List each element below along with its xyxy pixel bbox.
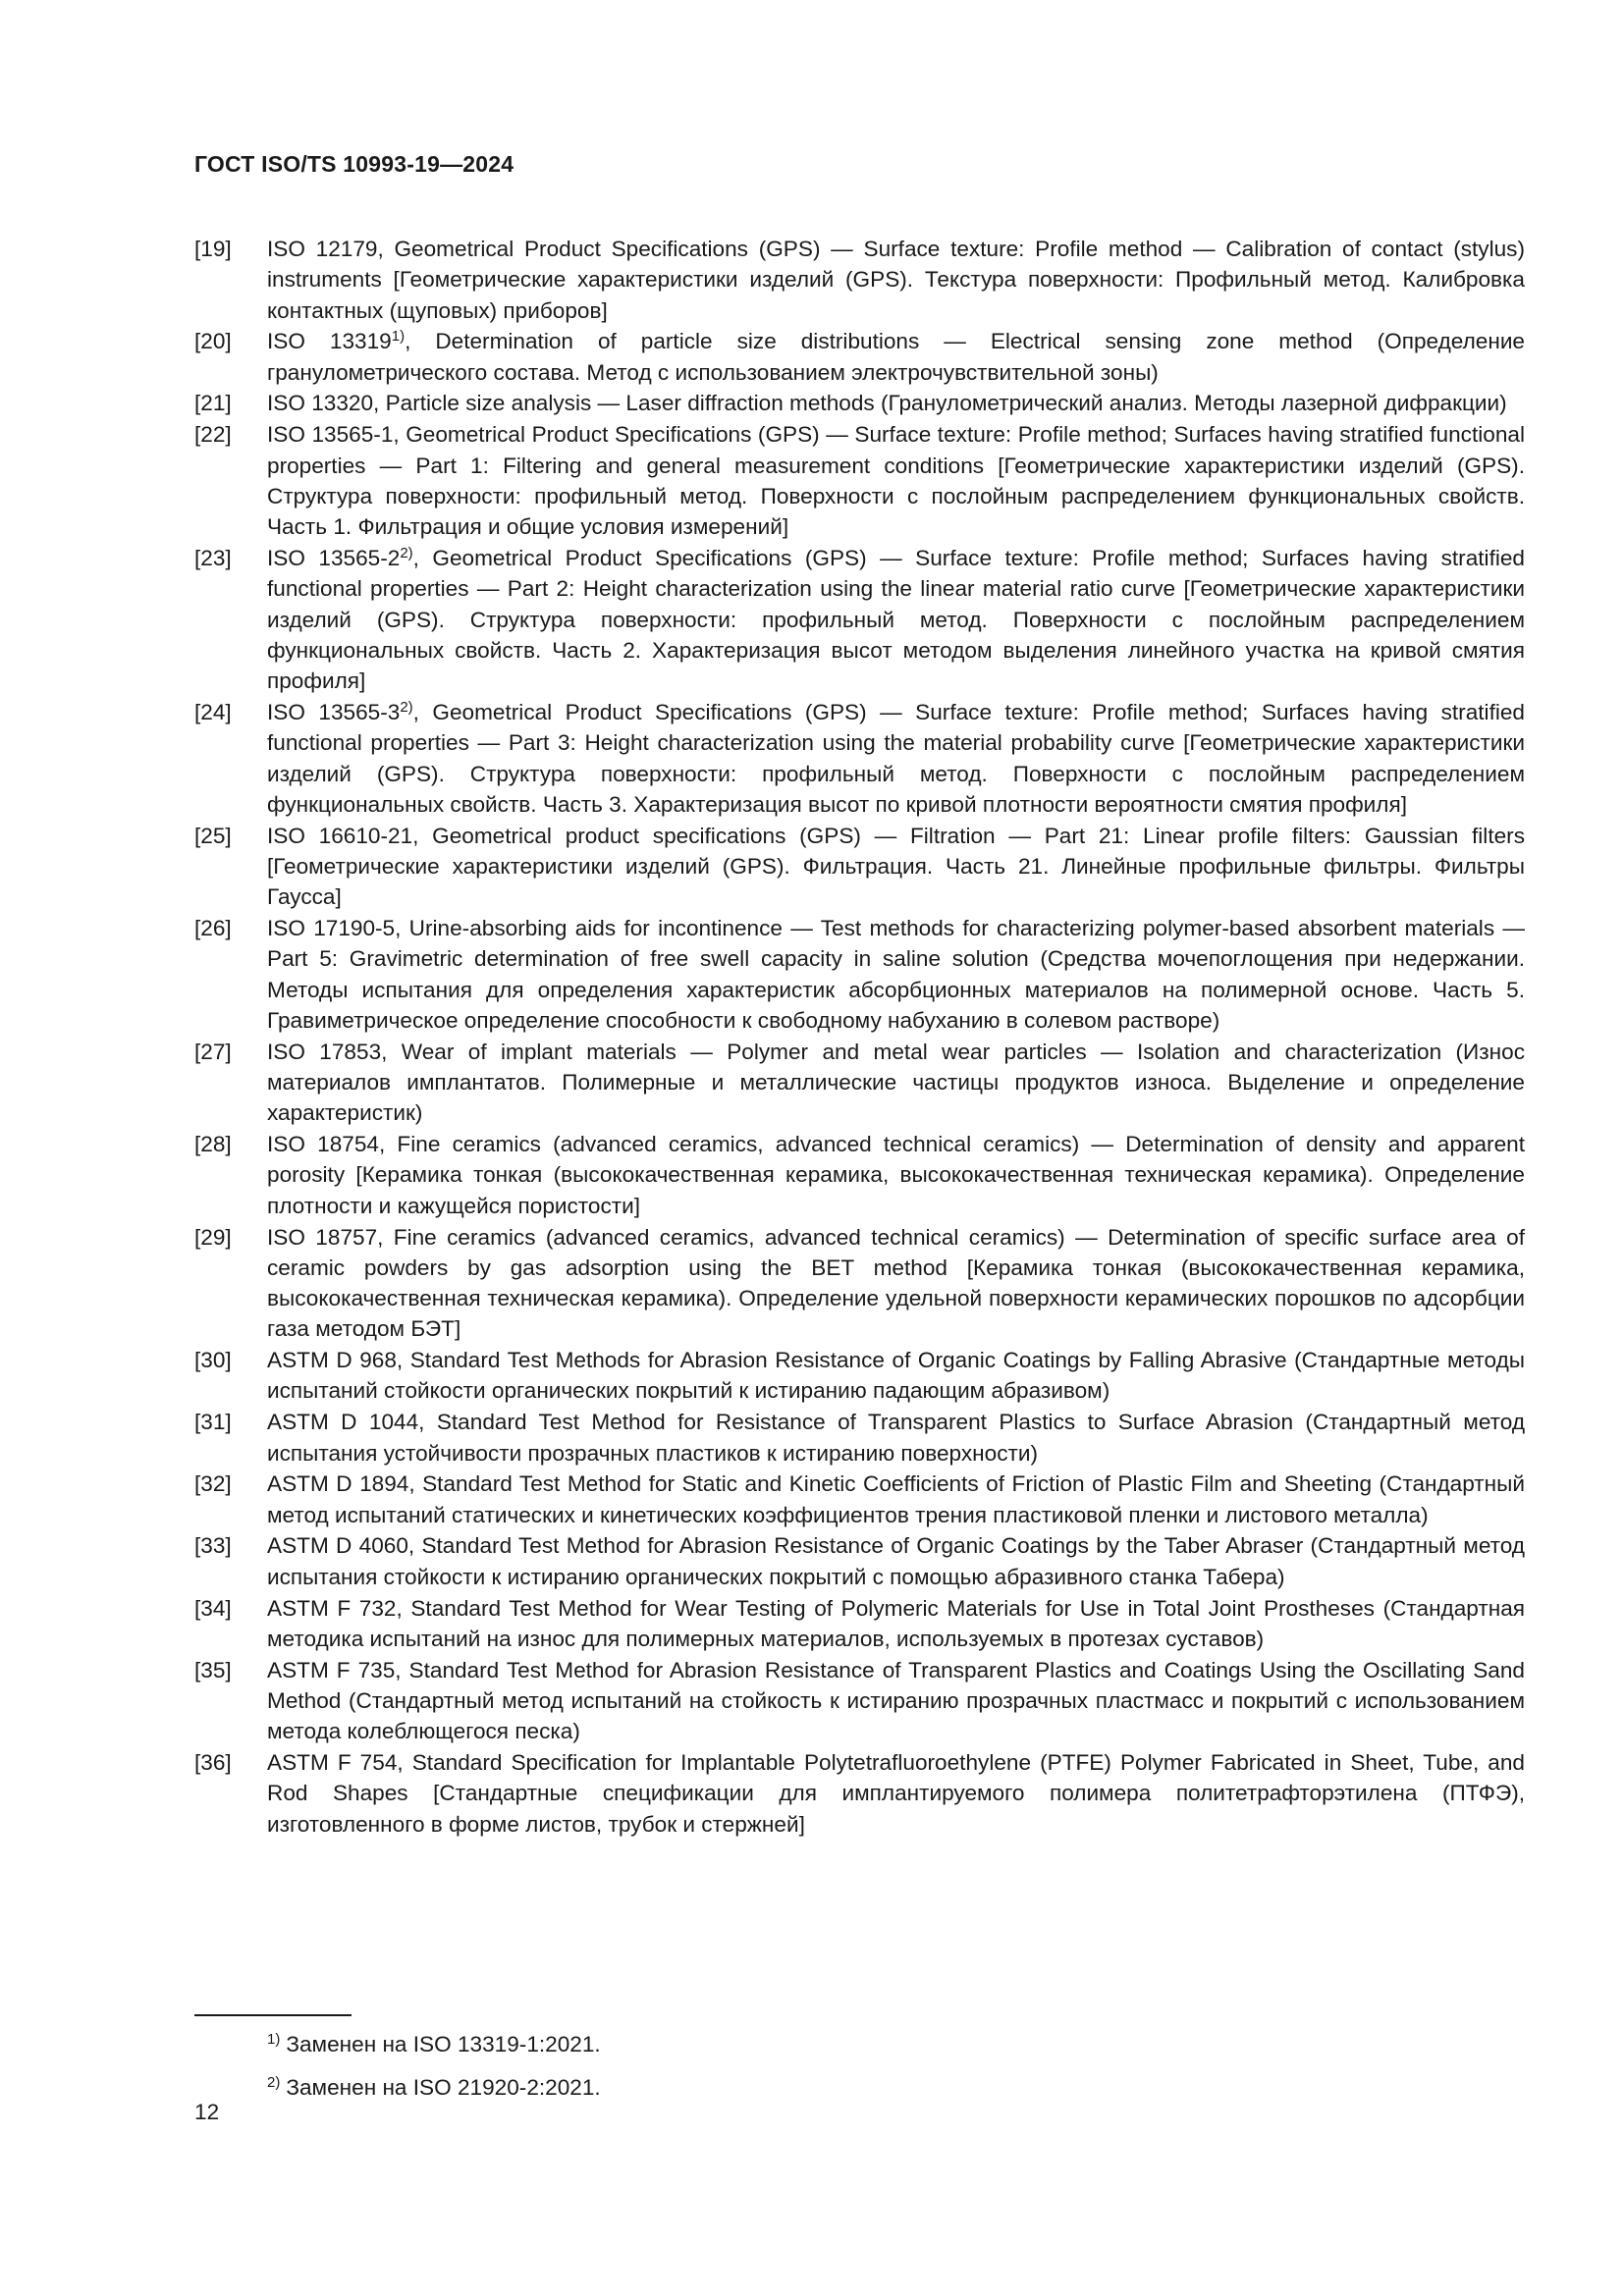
reference-number: [34] <box>194 1595 232 1621</box>
reference-item <box>194 821 1525 913</box>
reference-number: [25] <box>194 823 232 848</box>
reference-number: [27] <box>194 1039 232 1064</box>
reference-item <box>194 697 1525 820</box>
reference-text: ASTM D 968, Standard Test Methods for Abrasion Resistance of Organic Coatings by Falling Abrasive (Стандартные методы испытаний стойкости органических покрытий к истиранию падающим абразивом) <box>267 1348 1525 1404</box>
reference-item <box>194 1037 1525 1129</box>
reference-number: [33] <box>194 1533 232 1559</box>
reference-number: [30] <box>194 1348 232 1373</box>
reference-item <box>194 1530 1525 1592</box>
reference-item <box>194 1593 1525 1655</box>
bibliography-list <box>194 234 1525 1840</box>
reference-text: ISO 17190-5, Urine-absorbing aids for incontinence — Test methods for characterizing polymer-based absorbent materials — Part 5: Gravimetric determination of free swell capacity in saline solution (Средства мочепоглощения при недержании. Методы испытания для определения характеристик абсорбционных материалов на полимерной основе. Часть 5. Гравиметрическое определение способности к свободному набуханию в солевом растворе) <box>267 916 1525 1033</box>
reference-number: [26] <box>194 916 232 941</box>
reference-text: ASTM D 1044, Standard Test Method for Resistance of Transparent Plastics to Surface Abrasion (Стандартный метод испытания устойчивости прозрачных пластиков к истиранию поверхности) <box>267 1410 1525 1466</box>
footnote-mark: 2) <box>267 2074 281 2091</box>
reference-item <box>194 1468 1525 1530</box>
reference-item <box>194 388 1525 418</box>
footnote-text: Заменен на ISO 13319-1:2021. <box>286 2032 601 2056</box>
footnote-separator <box>194 2014 352 2016</box>
reference-item <box>194 419 1525 542</box>
footnote <box>267 2023 601 2066</box>
reference-text: ASTM F 754, Standard Specification for Implantable Polytetrafluoroethylene (PTFE) Polymer Fabricated in Sheet, Tube, and Rod Shapes [Стандартные спецификации для имплантируемого полимера политетрафторэтилена (ПТФЭ), изготовленного в форме листов, трубок и стержней] <box>267 1750 1525 1837</box>
reference-number: [22] <box>194 422 232 448</box>
reference-item <box>194 1345 1525 1407</box>
footnote <box>267 2066 601 2109</box>
page-number: 12 <box>194 2100 220 2124</box>
reference-number: [36] <box>194 1750 232 1776</box>
reference-number: [21] <box>194 391 232 416</box>
reference-item <box>194 1129 1525 1221</box>
reference-item <box>194 1407 1525 1468</box>
reference-text: ASTM D 1894, Standard Test Method for Static and Kinetic Coefficients of Friction of Plastic Film and Sheeting (Стандартный метод испытаний статических и кинетических коэффициентов трения пластиковой пленки и листового металла) <box>267 1471 1525 1527</box>
reference-number: [23] <box>194 545 232 570</box>
reference-text: ISO 13320, Particle size analysis — Laser diffraction methods (Гранулометрический анализ. Методы лазерной дифракции) <box>267 391 1507 416</box>
reference-text: ASTM F 735, Standard Test Method for Abrasion Resistance of Transparent Plastics and Coatings Using the Oscillating Sand Method (Стандартный метод испытаний на стойкость к истиранию прозрачных пластмасс и покрытий с использованием метода колеблющегося песка) <box>267 1657 1525 1744</box>
reference-item <box>194 913 1525 1036</box>
reference-item <box>194 543 1525 696</box>
reference-number: [28] <box>194 1132 232 1157</box>
footnote-marker: 2) <box>400 698 413 716</box>
reference-number: [29] <box>194 1224 232 1250</box>
reference-item <box>194 326 1525 388</box>
reference-text: ASTM D 4060, Standard Test Method for Abrasion Resistance of Organic Coatings by the Taber Abraser (Стандартный метод испытания стойкости к истиранию органических покрытий с помощью абразивного станка Табера) <box>267 1533 1525 1589</box>
reference-number: [20] <box>194 329 232 354</box>
reference-text: ISO 16610-21, Geometrical product specifications (GPS) — Filtration — Part 21: Linear profile filters: Gaussian filters [Геометрические характеристики изделий (GPS). Фильтрация. Часть 21. Линейные профильные фильтры. Фильтры Гаусса] <box>267 823 1525 910</box>
footnotes <box>267 2023 601 2109</box>
footnote-marker: 2) <box>400 544 413 561</box>
footnote-mark: 1) <box>267 2031 281 2048</box>
reference-text: ISO 18754, Fine ceramics (advanced ceramics, advanced technical ceramics) — Determination of density and apparent porosity [Керамика тонкая (высококачественная керамика, высококачественная техническая керамика). Определение плотности и кажущейся пористости] <box>267 1132 1525 1218</box>
reference-number: [35] <box>194 1657 232 1682</box>
reference-text: ISO 18757, Fine ceramics (advanced ceramics, advanced technical ceramics) — Determination of specific surface area of ceramic powders by gas adsorption using the BET method [Керамика тонкая (высококачественная керамика, высококачественная техническая керамика). Определение удельной поверхности керамических порошков по адсорбции газа методом БЭТ] <box>267 1224 1525 1342</box>
reference-number: [19] <box>194 237 232 261</box>
reference-number: [31] <box>194 1410 232 1435</box>
reference-number: [24] <box>194 699 232 724</box>
reference-number: [32] <box>194 1471 232 1497</box>
reference-text: ASTM F 732, Standard Test Method for Wear Testing of Polymeric Materials for Use in Total Joint Prostheses (Стандартная методика испытаний на износ для полимерных материалов, используемых в протезах суставов) <box>267 1595 1525 1651</box>
reference-text: ISO 17853, Wear of implant materials — Polymer and metal wear particles — Isolation and characterization (Износ материалов имплантатов. Полимерные и металлические частицы продуктов износа. Выделение и определение характеристик) <box>267 1039 1525 1126</box>
reference-text: ISO 13565-3$^{2)}$, Geometrical Product Specifications (GPS) — Surface texture: Profile method; Surfaces having stratified functional properties — Part 3: Height characterization using the material probability curve [Геометрические характеристики изделий (GPS). Структура поверхности: профильный метод. Поверхности с послойным распределением функциональных свойств. Часть 3. Характеризация высот по кривой плотности вероятности смятия профиля] <box>267 698 1525 817</box>
reference-item <box>194 1747 1525 1840</box>
footnote-marker: 1) <box>391 328 406 346</box>
reference-text: ISO 12179, Geometrical Product Specifications (GPS) — Surface texture: Profile method — Calibration of contact (stylus) instruments [Геометрические характеристики изделий (GPS). Текстура поверхности: Профильный метод. Калибровка контактных (щуповых) приборов] <box>267 237 1525 323</box>
reference-text: ISO 13565-1, Geometrical Product Specifications (GPS) — Surface texture: Profile method; Surfaces having stratified functional properties — Part 1: Filtering and general measurement conditions [Геометрические характеристики изделий (GPS). Структура поверхности: профильный метод. Поверхности с послойным распределением функциональных свойств. Часть 1. Фильтрация и общие условия измерений] <box>267 422 1525 540</box>
reference-item <box>194 1222 1525 1345</box>
reference-text: ISO 13319$^{1)}$, Determination of particle size distributions — Electrical sensing zone method (Определение гранулометрического состава. Метод с использованием электрочувствительной зоны) <box>267 328 1526 385</box>
reference-item <box>194 234 1525 326</box>
reference-item <box>194 1655 1525 1747</box>
reference-text: ISO 13565-2$^{2)}$, Geometrical Product Specifications (GPS) — Surface texture: Profile method; Surfaces having stratified functional properties — Part 2: Height characterization using the linear material ratio curve [Геометрические характеристики изделий (GPS). Структура поверхности: профильный метод. Поверхности с послойным распределением функциональных свойств. Часть 2. Характеризация высот методом выделения линейного участка на кривой смятия профиля] <box>267 544 1525 694</box>
footnote-text: Заменен на ISO 21920-2:2021. <box>286 2075 601 2100</box>
document-header: ГОСТ ISO/TS 10993-19—2024 <box>194 151 514 177</box>
